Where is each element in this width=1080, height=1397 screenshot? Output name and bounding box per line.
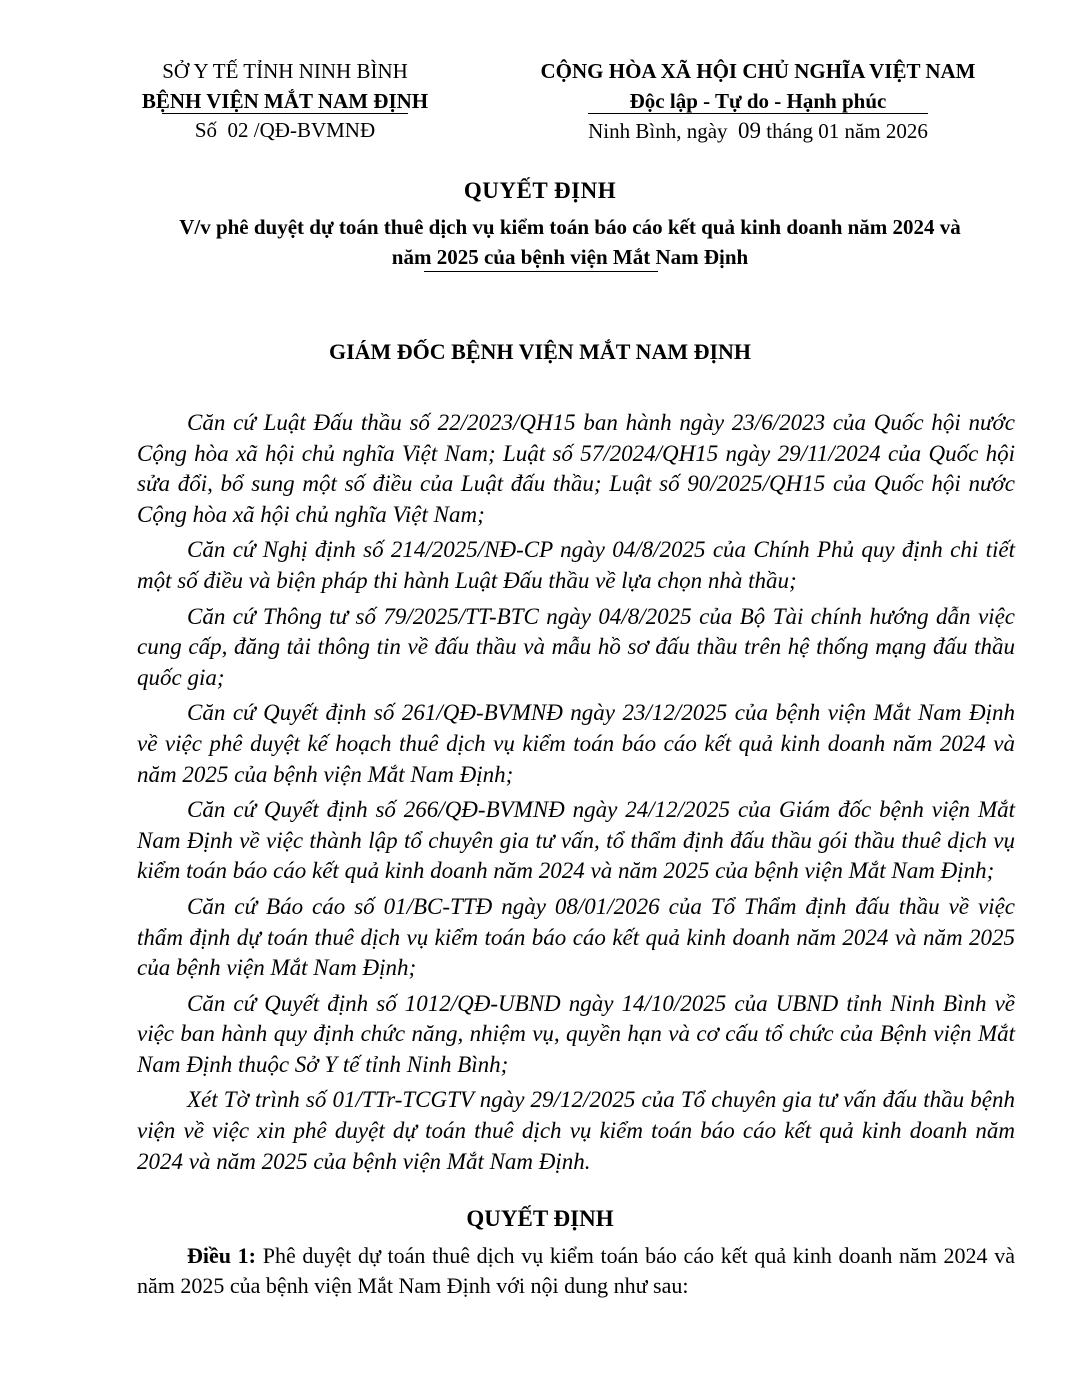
basis-paragraph: Căn cứ Nghị định số 214/2025/NĐ-CP ngày 04/8/2025 của Chính Phủ quy định chi tiết một số điều và biện pháp thi hành Luật Đấu thầu về lựa chọn nhà thầu; (137, 537, 1015, 593)
document-type: QUYẾT ĐỊNH (463, 178, 617, 203)
issue-date: Ninh Bình, ngày 09 tháng 01 năm 2026 (588, 118, 928, 143)
legal-bases (137, 408, 1015, 1177)
document-subject (120, 212, 1020, 272)
basis-paragraph: Xét Tờ trình số 01/TTr-TCGTV ngày 29/12/2025 của Tổ chuyên gia tư vấn đấu thầu bệnh viện về việc xin phê duyệt dự toán thuê dịch vụ kiểm toán báo cáo kết quả kinh doanh năm 2024 và năm 2025 của bệnh viện Mắt Nam Định. (137, 1087, 1015, 1174)
basis-paragraph: Căn cứ Thông tư số 79/2025/TT-BTC ngày 04/8/2025 của Bộ Tài chính hướng dẫn việc cung cấp, đăng tải thông tin về đấu thầu và mẫu hồ sơ đấu thầu trên hệ thống mạng đấu thầu quốc gia; (137, 603, 1015, 690)
issuing-authority: GIÁM ĐỐC BỆNH VIỆN MẮT NAM ĐỊNH (328, 339, 752, 364)
issuer-block (120, 56, 450, 116)
doc-number-value: 02 (227, 118, 249, 142)
basis-paragraph: Căn cứ Luật Đấu thầu số 22/2023/QH15 ban hành ngày 23/6/2023 của Quốc hội nước Cộng hòa xã hội chủ nghĩa Việt Nam; Luật số 57/2024/QH15 ngày 29/11/2024 của Quốc hội sửa đổi, bổ sung một số điều của Luật đấu thầu; Luật số 90/2025/QH15 của Quốc hội nước Cộng hòa xã hội chủ nghĩa Việt Nam; (137, 410, 1015, 527)
hospital-name: BỆNH VIỆN MẮT NAM ĐỊNH (141, 89, 429, 113)
article-1-label: Điều 1: (187, 1243, 257, 1268)
national-motto: Độc lập - Tự do - Hạnh phúc (629, 89, 887, 113)
basis-paragraph: Căn cứ Quyết định số 1012/QĐ-UBND ngày 14/10/2025 của UBND tỉnh Ninh Bình về việc ban hành quy định chức năng, nhiệm vụ, quyền hạn và cơ cấu tổ chức của Bệnh viện Mắt Nam Định thuộc Sở Y tế tỉnh Ninh Bình; (137, 990, 1015, 1077)
basis-paragraph: Căn cứ Quyết định số 266/QĐ-BVMNĐ ngày 24/12/2025 của Giám đốc bệnh viện Mắt Nam Định về việc thành lập tổ chuyên gia tư vấn, tổ thẩm định đấu thầu gói thầu thuê dịch vụ kiểm toán báo cáo kết quả kinh doanh năm 2024 và năm 2025 của bệnh viện Mắt Nam Định; (137, 797, 1015, 884)
issue-day: 09 (738, 118, 762, 143)
subject-line-2: năm 2025 của bệnh viện Mắt Nam Định (391, 245, 749, 269)
document-number: Số 02 /QĐ-BVMNĐ (194, 118, 376, 142)
basis-paragraph: Căn cứ Báo cáo số 01/BC-TTĐ ngày 08/01/2026 của Tổ Thẩm định đấu thầu về việc thẩm định dự toán thuê dịch vụ kiểm toán báo cáo kết quả kinh doanh năm 2024 và năm 2025 của bệnh viện Mắt Nam Định; (137, 893, 1015, 981)
motto-underline (588, 113, 928, 114)
article-1 (137, 1241, 1015, 1301)
subject-underline (424, 271, 658, 272)
decision-heading: QUYẾT ĐỊNH (466, 1206, 614, 1231)
hospital-underline (162, 113, 408, 114)
nation-block (478, 56, 1038, 116)
basis-paragraph: Căn cứ Quyết định số 261/QĐ-BVMNĐ ngày 23/12/2025 của bệnh viện Mắt Nam Định về việc phê duyệt kế hoạch thuê dịch vụ kiểm toán báo cáo kết quả kinh doanh năm 2024 và năm 2025 của bệnh viện Mắt Nam Định; (137, 700, 1015, 787)
subject-line-1: V/v phê duyệt dự toán thuê dịch vụ kiểm toán báo cáo kết quả kinh doanh năm 2024 và (179, 215, 961, 239)
agency-name: SỞ Y TẾ TỈNH NINH BÌNH (162, 59, 408, 83)
article-1-text: Phê duyệt dự toán thuê dịch vụ kiểm toán báo cáo kết quả kinh doanh năm 2024 và năm 2025 của bệnh viện Mắt Nam Định với nội dung như sau: (137, 1243, 1016, 1298)
nation-name: CỘNG HÒA XÃ HỘI CHỦ NGHĨA VIỆT NAM (540, 59, 976, 83)
